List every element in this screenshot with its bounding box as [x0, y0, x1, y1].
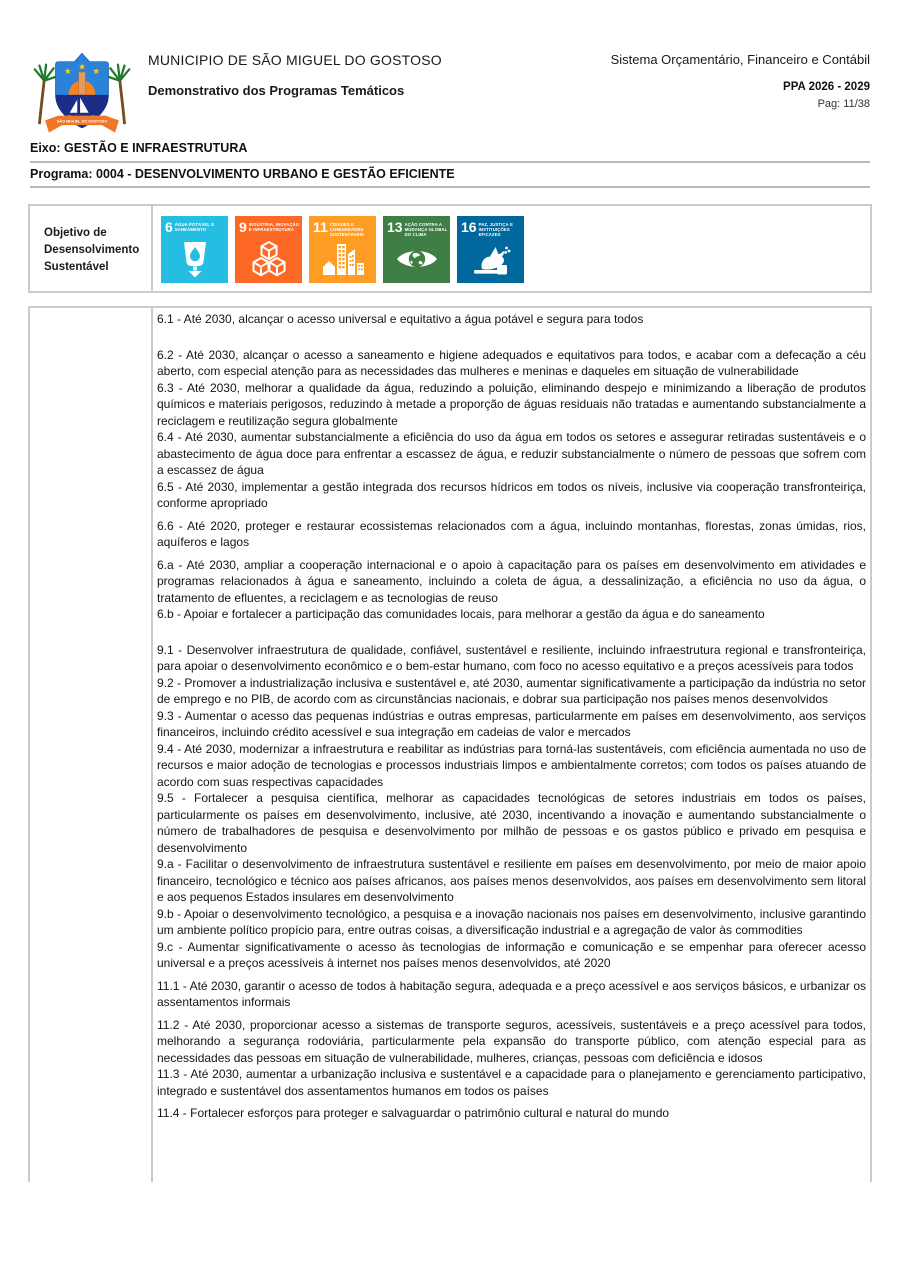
- svg-text:SÃO MIGUEL DO GOSTOSO: SÃO MIGUEL DO GOSTOSO: [56, 119, 108, 124]
- sdg-tile-header: [383, 216, 450, 236]
- ods-row-label: Objetivo de Desensolvimento Sustentável: [44, 227, 140, 273]
- sdg-number: 11: [313, 219, 328, 235]
- sdg-tile-header: [309, 216, 376, 236]
- target-item: 9.3 - Aumentar o acesso das pequenas indústrias e outras empresas, particularmente em países em desenvolvimento, aos serviços financeiros, incluindo crédito acessível e sua integração em cadeias de valor e mercados: [157, 708, 866, 739]
- sdg-tiles: [161, 216, 524, 283]
- column-divider: [151, 206, 153, 291]
- sdg-tile-13: [383, 216, 450, 283]
- eye-globe-icon: [383, 237, 450, 281]
- coat-of-arms-graphic: [30, 42, 134, 142]
- target-item: 6.b - Apoiar e fortalecer a participação das comunidades locais, para melhorar a gestão da água e do saneamento: [157, 607, 765, 621]
- target-item: 9.1 - Desenvolver infraestrutura de qualidade, confiável, sustentável e resiliente, incluindo infraestrutura regional e transfronteiriça, para apoiar o desenvolvimento econômico e o bem-estar humano, com foco no acesso equitativo e a preços acessíveis para todos: [157, 642, 866, 673]
- sdg-tile-6: [161, 216, 228, 283]
- column-divider: [151, 308, 153, 1182]
- target-item: 11.2 - Até 2030, proporcionar acesso a sistemas de transporte seguros, acessíveis, sustentáveis e a preço acessível para todos, melhorando a segurança rodoviária, particularmente pela expansão do transporte público, com atenção especial para as necessidades das pessoas em situação de vulnerabilidade, mulheres, crianças, pessoas com deficiência e idosos: [157, 1017, 866, 1065]
- svg-text:★: ★: [92, 66, 100, 77]
- municipality-name: MUNICIPIO DE SÃO MIGUEL DO GOSTOSO: [148, 52, 442, 68]
- divider-line: [30, 186, 870, 188]
- sdg-number: 16: [461, 219, 477, 235]
- sdg-title: CIDADES E COMUNIDADES SUSTENTÁVEIS: [329, 221, 364, 237]
- divider-line: [30, 161, 870, 163]
- sdg-number: 6: [165, 219, 173, 235]
- targets-section: [28, 306, 872, 1182]
- report-title: Demonstrativo dos Programas Temáticos: [148, 83, 405, 98]
- target-item: 6.3 - Até 2030, melhorar a qualidade da água, reduzindo a poluição, eliminando despejo e minimizando a liberação de produtos químicos e materiais perigosos, reduzindo à metade a proporção de águas residuais não tratadas e aumentando substancialmente a reciclagem e reutilização segura globalmente: [157, 380, 866, 428]
- svg-text:★: ★: [64, 66, 72, 77]
- sdg-number: 13: [387, 219, 403, 235]
- sdg-tile-header: [235, 216, 302, 236]
- water-glass-icon: [161, 237, 228, 281]
- eixo-label: Eixo: GESTÃO E INFRAESTRUTURA: [30, 141, 248, 155]
- target-item: 6.2 - Até 2030, alcançar o acesso a saneamento e higiene adequados e equitativos para todos, e acabar com a defecação a céu aberto, com especial atenção para as necessidades das mulheres e meninas e daqueles em situação de vulnerabilidade: [157, 347, 866, 378]
- sdg-number: 9: [239, 219, 247, 235]
- target-item: 6.5 - Até 2030, implementar a gestão integrada dos recursos hídricos em todos os níveis, inclusive via cooperação transfronteiriça, conforme apropriado: [157, 479, 866, 510]
- target-item: 9.4 - Até 2030, modernizar a infraestrutura e reabilitar as indústrias para torná-las sustentáveis, com eficiência aumentada no uso de recursos e maior adoção de tecnologias e processos industriais limpos e ambientalmente corretos; com todos os países atuando de acordo com suas respectivas capacidades: [157, 741, 866, 789]
- sdg-title: PAZ, JUSTIÇA E INSTITUIÇÕES EFICAZES: [478, 221, 513, 237]
- target-item: 6.a - Até 2030, ampliar a cooperação internacional e o apoio à capacitação para os países em desenvolvimento em atividades e programas relacionados à água e saneamento, incluindo a coleta de água, a dessalinização, a eficiência no uso da água, o tratamento de efluentes, a reciclagem e as tecnologias de reuso: [157, 557, 866, 605]
- sdg-title: ÁGUA POTÁVEL E SANEAMENTO: [174, 221, 215, 232]
- sdg-tile-16: [457, 216, 524, 283]
- target-item: 9.5 - Fortalecer a pesquisa científica, melhorar as capacidades tecnológicas de setores industriais em todos os países, particularmente os países em desenvolvimento, inclusive, até 2030, incentivando a inovação e aumentando substancialmente o número de trabalhadores de pesquisa e desenvolvimento por milhão de pessoas e os gastos público e privado em pesquisa e desenvolvimento: [157, 791, 866, 855]
- dove-gavel-icon: [457, 237, 524, 281]
- cubes-icon: [235, 237, 302, 281]
- target-item: 9.2 - Promover a industrialização inclusiva e sustentável e, até 2030, aumentar significativamente a participação da indústria no setor de emprego e no PIB, de acordo com as circunstâncias nacionais, e dobrar sua participação nos países menos desenvolvidos: [157, 675, 866, 706]
- sdg-tile-header: [457, 216, 524, 236]
- target-item: 9.b - Apoiar o desenvolvimento tecnológico, a pesquisa e a inovação nacionais nos países em desenvolvimento, inclusive garantindo um ambiente político propício para, entre outras coisas, a diversificação industrial e a agregação de valor às commodities: [157, 906, 866, 937]
- target-item: 6.4 - Até 2030, aumentar substancialmente a eficiência do uso da água em todos os setores e assegurar retiradas sustentáveis e o abastecimento de água doce para enfrentar a escassez de água, e reduzir substancialmente o número de pessoas que sofrem com a escassez de água: [157, 430, 866, 477]
- target-item: 9.c - Aumentar significativamente o acesso às tecnologias de informação e comunicação e se empenhar para oferecer acesso universal e a preços acessíveis à internet nos países menos desenvolvidos, até 2020: [157, 939, 866, 970]
- sdg-tile-11: [309, 216, 376, 283]
- svg-text:★: ★: [78, 61, 86, 72]
- page-number: Pag: 11/38: [817, 98, 870, 110]
- target-item: 11.3 - Até 2030, aumentar a urbanização inclusiva e sustentável e a capacidade para o planejamento e gerenciamento participativo, integrado e sustentável dos assentamentos humanos em todos os países: [157, 1067, 866, 1098]
- target-item: 11.1 - Até 2030, garantir o acesso de todos à habitação segura, adequada e a preço acessível e aos serviços básicos, e urbanizar os assentamentos informais: [157, 978, 866, 1009]
- buildings-icon: [309, 237, 376, 281]
- target-item: 11.4 - Fortalecer esforços para proteger e salvaguardar o patrimônio cultural e natural do mundo: [157, 1106, 670, 1120]
- system-name: Sistema Orçamentário, Financeiro e Contábil: [610, 52, 870, 67]
- ppa-period: PPA 2026 - 2029: [783, 81, 870, 93]
- ods-row: [28, 204, 872, 293]
- target-item: 9.a - Facilitar o desenvolvimento de infraestrutura sustentável e resiliente em países em desenvolvimento, por meio de maior apoio financeiro, tecnológico e técnico aos países africanos, aos países menos desenvolvidos, aos países em desenvolvimento sem litoral e aos pequenos Estados insulares em desenvolvimento: [157, 857, 866, 904]
- target-item: 6.1 - Até 2030, alcançar o acesso universal e equitativo a água potável e segura para todos: [157, 312, 644, 326]
- sdg-title: INDÚSTRIA, INOVAÇÃO E INFRAESTRUTURA: [248, 221, 300, 232]
- sdg-title: AÇÃO CONTRA A MUDANÇA GLOBAL DO CLIMA: [404, 221, 448, 237]
- programa-label: Programa: 0004 - DESENVOLVIMENTO URBANO E GESTÃO EFICIENTE: [30, 167, 455, 181]
- municipality-coat-of-arms: [30, 42, 134, 142]
- sdg-tile-9: [235, 216, 302, 283]
- targets-text-column: [157, 311, 866, 1122]
- sdg-tile-header: [161, 216, 228, 236]
- target-item: 6.6 - Até 2020, proteger e restaurar ecossistemas relacionados com a água, incluindo montanhas, florestas, zonas úmidas, rios, aquíferos e lagos: [157, 518, 866, 549]
